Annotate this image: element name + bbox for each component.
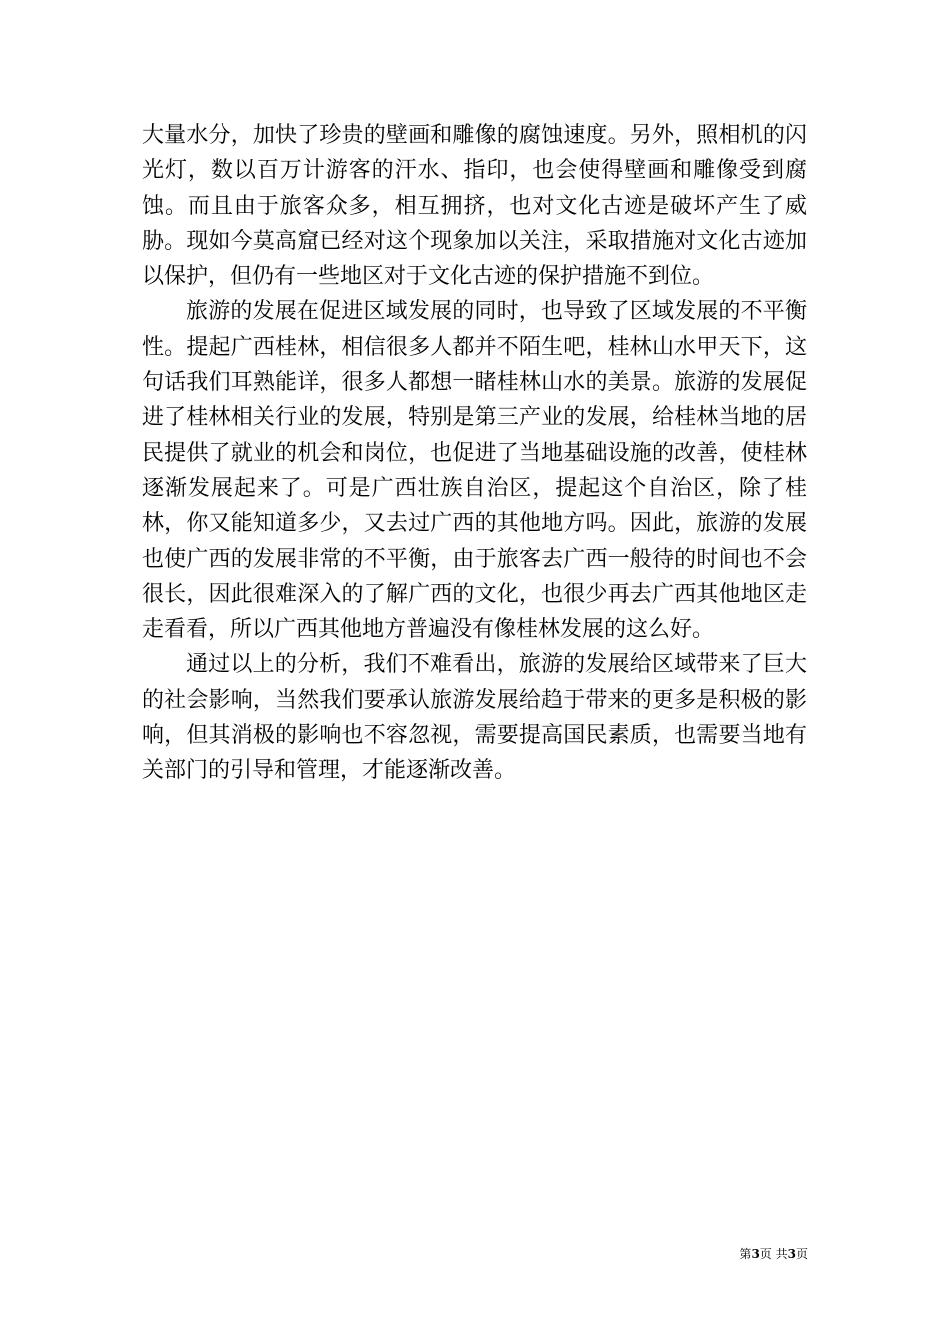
paragraph-3: 通过以上的分析，我们不难看出，旅游的发展给区域带来了巨大的社会影响，当然我们要承认旅游发展给趋于带来的更多是积极的影响，但其消极的影响也不容忽视，需要提高国民素质，也需要当地有关部门的引导和管理，才能逐渐改善。 [142,652,807,784]
page-footer [680,1246,808,1262]
current-page-number: 3 [751,1247,760,1261]
paragraph-1: 大量水分，加快了珍贵的壁画和雕像的腐蚀速度。另外，照相机的闪光灯，数以百万计游客的汗水、指印，也会使得壁画和雕像受到腐蚀。而且由于旅客众多，相互拥挤，也对文化古迹是破坏产生了威胁。现如今莫高窟已经对这个现象加以关注，采取措施对文化古迹加以保护，但仍有一些地区对于文化古迹的保护措施不到位。 [142,123,807,290]
paragraph-2: 旅游的发展在促进区域发展的同时，也导致了区域发展的不平衡性。提起广西桂林，相信很多人都并不陌生吧，桂林山水甲天下，这句话我们耳熟能详，很多人都想一睹桂林山水的美景。旅游的发展促进了桂林相关行业的发展，特别是第三产业的发展，给桂林当地的居民提供了就业的机会和岗位，也促进了当地基础设施的改善，使桂林逐渐发展起来了。可是广西壮族自治区，提起这个自治区，除了桂林，你又能知道多少，又去过广西的其他地方吗。因此，旅游的发展也使广西的发展非常的不平衡，由于旅客去广西一般待的时间也不会很长，因此很难深入的了解广西的文化，也很少再去广西其他地区走走看看，所以广西其他地方普遍没有像桂林发展的这么好。 [142,299,807,643]
footer-suffix: 页 [795,1247,808,1261]
body-text [142,118,807,789]
footer-prefix: 第 [739,1247,752,1261]
total-pages-number: 3 [787,1247,796,1261]
footer-middle: 页 共 [759,1247,788,1261]
